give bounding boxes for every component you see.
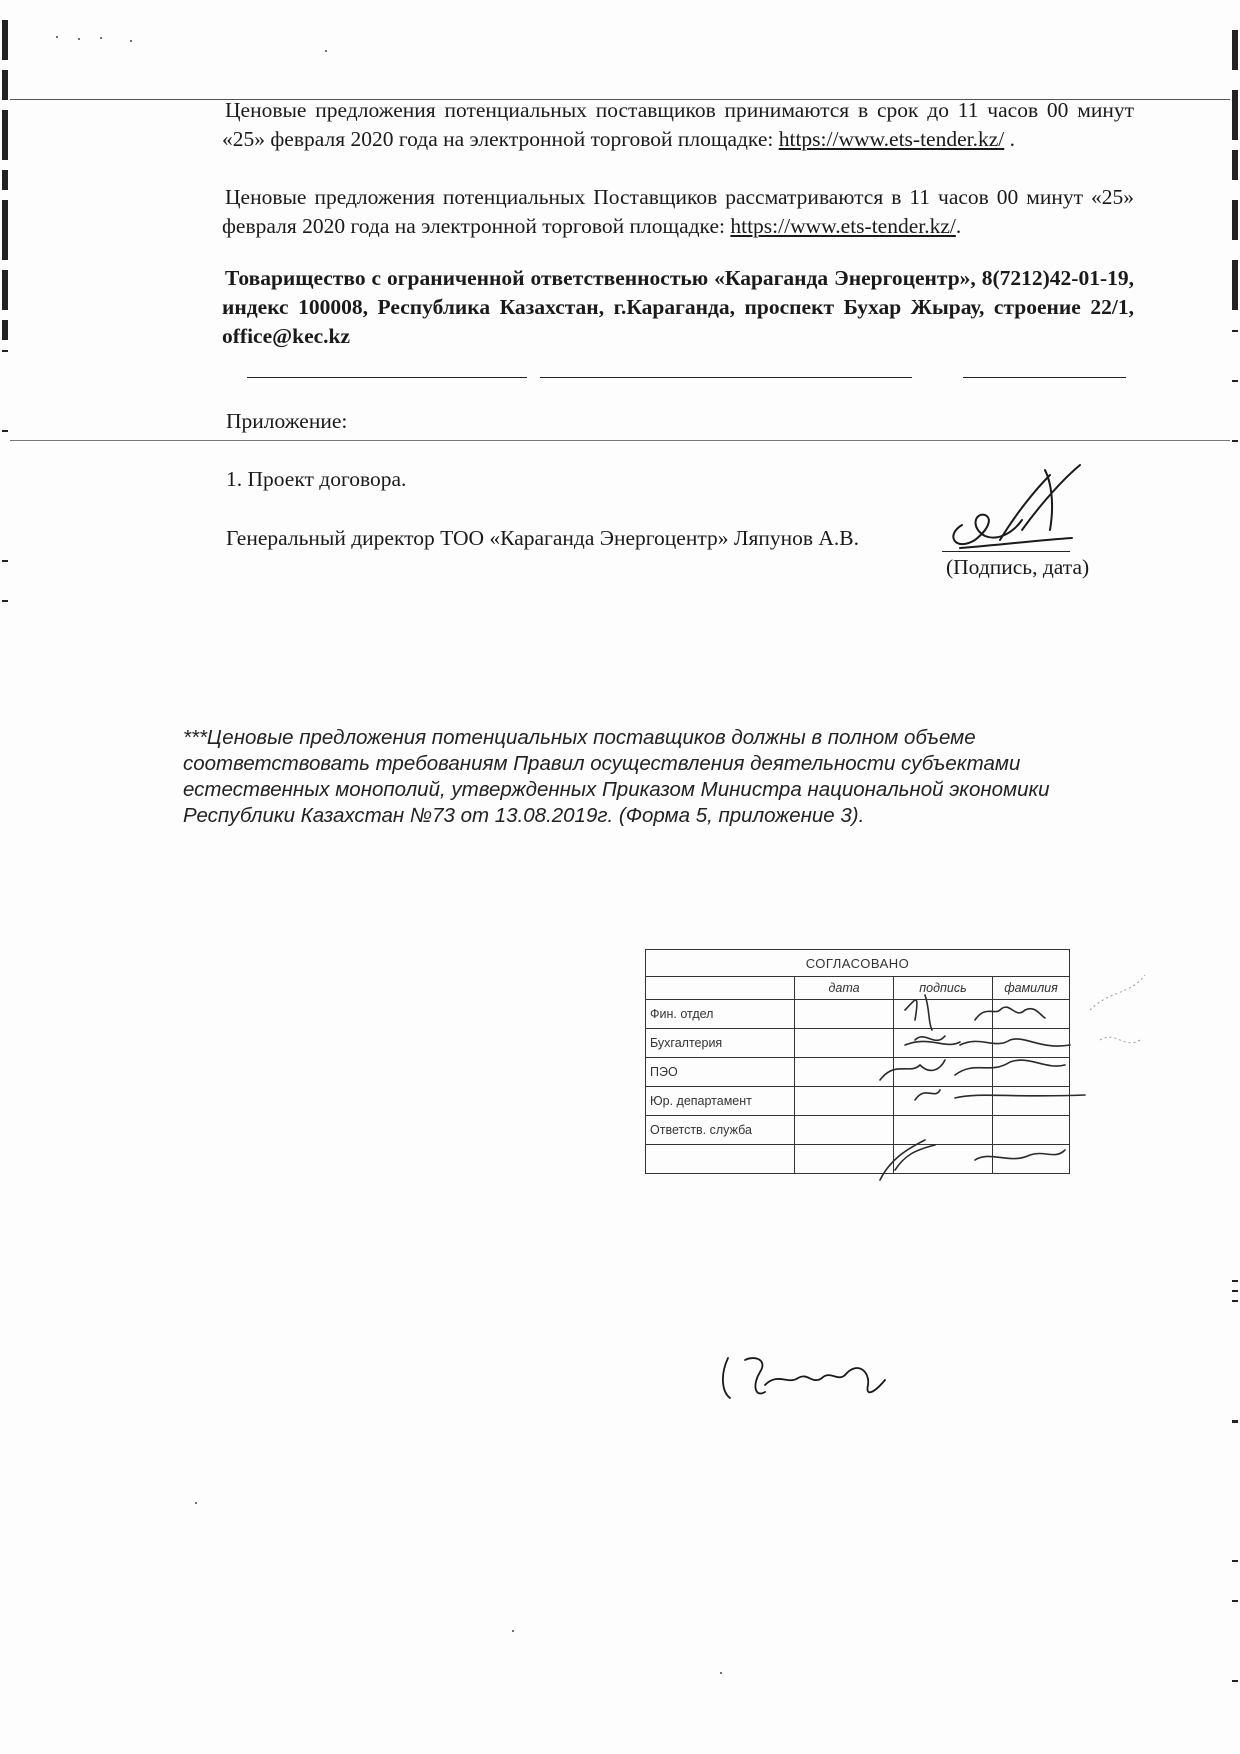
approval-header-date: дата (795, 977, 894, 1000)
stamp-signatures-icon (880, 995, 1085, 1180)
approval-row-label: Юр. департамент (646, 1087, 795, 1116)
paragraph-text: Ценовые предложения потенциальных поставщиков принимаются в срок до 11 часов 00 минут «25» февраля 2020 года на электронной торговой площадке: (222, 98, 1134, 151)
stamp-smudge-icon (1090, 975, 1145, 1043)
organizer-details-paragraph: Товарищество с ограниченной ответственностью «Караганда Энергоцентр», 8(7212)42-01-19, индекс 100008, Республика Казахстан, г.Караганда, проспект Бухар Жырау, строение 22/1, office@kec.kz (222, 266, 1134, 348)
director-signature-icon (953, 465, 1080, 548)
handwritten-note-icon (723, 1358, 885, 1398)
ets-tender-link[interactable]: https://www.ets-tender.kz/ (730, 214, 956, 238)
appendix-item: 1. Проект договора. (226, 467, 407, 491)
paragraph-tail: . (955, 214, 962, 238)
paragraph-text: Ценовые предложения потенциальных Поставщиков рассматриваются в 11 часов 00 минут «25» февраля 2020 года на электронной торговой площадке: (222, 185, 1134, 238)
approval-header-signature: подпись (894, 977, 993, 1000)
approval-row-label: Бухгалтерия (646, 1029, 795, 1058)
approval-row-label: Фин. отдел (646, 1000, 795, 1029)
approval-header-surname: фамилия (993, 977, 1070, 1000)
appendix-label: Приложение: (226, 409, 348, 433)
signature-caption: (Подпись, дата) (946, 555, 1090, 579)
approval-row-label: Ответств. служба (646, 1116, 795, 1145)
approval-row-label: ПЭО (646, 1058, 795, 1087)
director-line: Генеральный директор ТОО «Караганда Энергоцентр» Ляпунов А.В. (226, 526, 860, 550)
footnote: ***Ценовые предложения потенциальных поставщиков должны в полном объеме соответствовать требованиям Правил осуществления деятельности субъектами естественных монополий, утвержденных Приказом Министра национальной экономики Республики Казахстан №73 от 13.08.2019г. (Форма 5, приложение 3). (183, 726, 1050, 827)
ets-tender-link[interactable]: https://www.ets-tender.kz/ (778, 127, 1005, 151)
approval-title: СОГЛАСОВАНО (646, 950, 1070, 977)
paragraph-tail: . (1004, 127, 1015, 151)
